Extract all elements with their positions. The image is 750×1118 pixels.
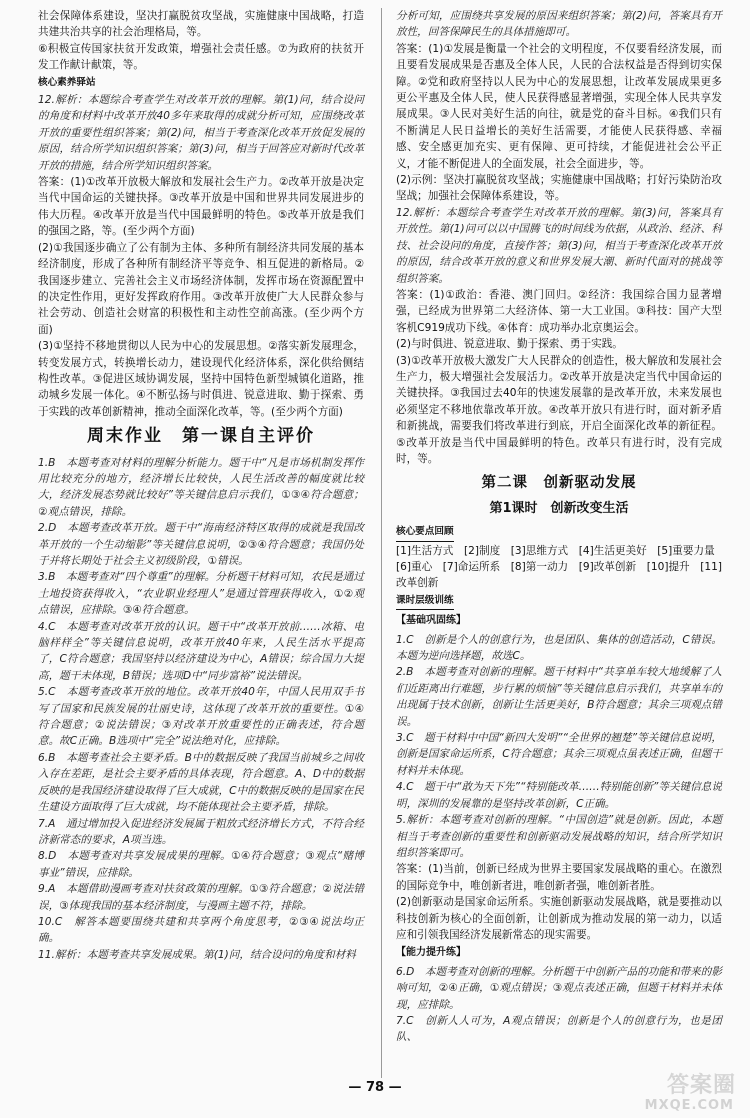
subsection-label: 核心素养驿站 — [38, 76, 96, 88]
answer-paragraph: 答案：(1)①政治：香港、澳门回归。②经济：我国综合国力显著增强，已经成为世界第二大经济体、第一大工业国。③科技：国产大型客机C919成功下线。④体育：成功举办北京奥运会。 — [396, 288, 722, 334]
answer-paragraph: 5.C 本题考查改革开放的地位。改革开放40年，中国人民用双手书写了国家和民族发展的壮丽史诗，这体现了改革开放的重要性。①④符合题意；②说法错误；③对改革开放重要性的正确表述，符合题意。故C正确。B选项中“完全”说法绝对化，应排除。 — [38, 686, 364, 748]
answer-paragraph: 7.C 创新人人可为，A观点错误；创新是个人的创意行为，也是团队、 — [396, 1014, 722, 1044]
watermark-logo — [628, 1073, 738, 1114]
answer-paragraph: ⑥积极宣传国家扶贫开发政策，增强社会责任感。⑦为政府的扶贫开发工作献计献策，等。 — [38, 42, 364, 72]
subsection-label: 课时层级训练 — [396, 593, 454, 610]
answer-paragraph: 8.D 本题考查对共享发展成果的理解。①④符合题意；③观点“赌博事业”错误，应排除。 — [38, 850, 364, 879]
answer-paragraph: 6.D 本题考查对创新的理解。分析题干中创新产品的功能和带来的影响可知，②④正确，①观点错误；③观点表述正确，但题干材料并未体现，应排除。 — [396, 965, 722, 1011]
answer-paragraph: 社会保障体系建设，坚决打赢脱贫攻坚战，实施健康中国战略，打造共建共治共享的社会治理格局，等。 — [38, 10, 364, 39]
answer-paragraph: 10.C 解答本题要围绕共建和共享两个角度思考，②③④说法均正确。 — [38, 915, 364, 945]
page-number: — 78 — — [348, 1080, 402, 1095]
answer-paragraph: 4.C 题干中“敢为天下先”“特别能改革……特别能创新”等关键信息说明，深圳的发展靠的是坚持改革创新，C正确。 — [396, 781, 722, 810]
section-header: 周末作业 第一课自主评价 — [87, 426, 315, 447]
key-points-list: [1]生活方式 [2]制度 [3]思维方式 [4]生活更美好 [5]重要力量 [6]重心 [7]命运所系 [8]第一动力 [9]改革创新 [10]提升 [11]改革创新 — [396, 544, 726, 590]
answer-paragraph: 答案：(1)①发展是衡量一个社会的文明程度，不仅要看经济发展，而且要看发展成果是否惠及全体人民，人民的合法权益是否得到切实保障。②党和政府坚持以人民为中心的发展思想，让改革发展成果更多更公平惠及全体人民，使人民获得感显著增强，实现全体人民共享发展成果。③人民对美好生活的向往，就是党的奋斗目标。④我们只有不断满足人民日益增长的美好生活需要，才能使人民获得感、幸福感、安全感更加充实、更有保障、更可持续，才能促进社会公平正义，才能不断促进人的全面发展，社会全面进步，等。 — [396, 42, 722, 170]
lesson-heading: 第二课 创新驱动发展 — [481, 475, 637, 492]
answer-paragraph: 6.B 本题考查社会主要矛盾。B中的数据反映了我国当前城乡之间收入存在差距，是社会主要矛盾的具体表现，符合题意。A、D中的数据反映的是我国经济建设取得了巨大成就，C中的数据反映的是国家在民生建设方面取得了巨大成就，均不能体现社会主要矛盾，排除。 — [38, 751, 364, 814]
column-divider — [381, 8, 382, 1078]
answer-paragraph: 7.A 通过增加投入促进经济发展属于粗放式经济增长方式，不符合经济新常态的要求，A项当选。 — [38, 817, 364, 846]
answer-paragraph: (2)①我国逐步确立了公有制为主体、多种所有制经济共同发展的基本经济制度，形成了各种所有制经济平等竞争、相互促进的新格局。②我国逐步建立、完善社会主义市场经济体制，发挥市场在资源配置中的决定性作用，更好发挥政府作用。③改革开放使广大人民群众参与社会劳动、创造社会财富的积极性和主动性空前高涨。(至少两个方面) — [38, 241, 364, 336]
answer-paragraph: 分析可知，应围绕共享发展的原因来组织答案；第(2)问，答案具有开放性，回答保障民生的具体措施即可。 — [396, 10, 722, 39]
answer-paragraph: (2)与时俱进、锐意进取、勤于探索、勇于实践。 — [396, 338, 623, 351]
answer-paragraph: 1.B 本题考查对材料的理解分析能力。题干中“凡是市场机制发挥作用比较充分的地方，经济增长比较快，人民生活改善的幅度就比较大，经济发展态势就比较好”等关键信息启示我们，①③④符合题意；②观点错误，排除。 — [38, 456, 364, 518]
answer-paragraph: 9.A 本题借助漫画考查对扶贫政策的理解。①③符合题意；②说法错误，③体现我国的基本经济制度，与漫画主题不符，排除。 — [38, 883, 364, 912]
answer-paragraph: 2.D 本题考查改革开放。题干中“海南经济特区取得的成就是我国改革开放的一个生动缩影”等关键信息说明，②③④符合题意；我国仍处于并将长期处于社会主义初级阶段，①错误。 — [38, 522, 364, 567]
answer-paragraph: 12.解析：本题综合考查学生对改革开放的理解。第(3)问，答案具有开放性。第(1)问可以以中国腾飞的时间线为依据，从政治、经济、科技、社会设问的角度，直接作答；第(3)问，相当于考查深化改革开放的原因，结合改革开放的意义和世界发展大潮、新时代面对的挑战等组织答案。 — [396, 206, 722, 285]
answer-paragraph: 3.C 题干材料中中国“新四大发明”“全世界的翘楚”等关键信息说明，创新是国家命运所系，C符合题意；其余三项观点虽表述正确，但题干材料并未体现。 — [396, 732, 722, 777]
watermark-text: 答案圈 — [666, 1073, 736, 1098]
answer-paragraph: 3.B 本题考查对“四个尊重”的理解。分析题干材料可知，农民是通过土地投资获得收入，“农业职业经理人”是通过管理获得收入，①②观点错误，应排除。③④符合题意。 — [38, 571, 364, 617]
subsection-label: 核心要点回顾 — [396, 524, 454, 541]
exercise-level-label: 【能力提升练】 — [396, 947, 466, 959]
watermark-url: MXQE.COM — [644, 1097, 734, 1113]
exercise-level-label: 【基础巩固练】 — [396, 615, 466, 627]
answer-paragraph: 2.B 本题考查对创新的理解。题干材料中“共享单车较大地缓解了人们近距离出行难题，步行累的烦恼”等关键信息启示我们，共享单车的出现属于技术创新，创新让生活更美好，B符合题意；其余三项观点错误。 — [396, 666, 722, 728]
answer-paragraph: (2)创新驱动是国家命运所系。实施创新驱动发展战略，就是要推动以科技创新为核心的全面创新，让创新成为推动发展的第一动力，以适应和引领我国经济发展新常态的现实需要。 — [396, 896, 722, 941]
answer-paragraph: (3)①坚持不移地贯彻以人民为中心的发展思想。②落实新发展理念，转变发展方式，转换增长动力，建设现代化经济体系，深化供给侧结构性改革。③促进区域协调发展，坚持中国特色新型城镇化道路，推动城乡发展一体化。④不断弘扬与时俱进、锐意进取、勤于探索、勇于实践的改革创新精神，推动全面深化改革，等。(至少两个方面) — [38, 340, 364, 418]
left-column — [38, 8, 364, 963]
answer-paragraph: 1.C 创新是个人的创意行为，也是团队、集体的创造活动，C错误。本题为逆向选择题，故选C。 — [396, 633, 722, 663]
answer-paragraph: 5.解析：本题考查对创新的理解。“中国创造”就是创新。因此，本题相当于考查创新的重要性和创新驱动发展战略的知识，结合所学知识组织答案即可。 — [396, 814, 722, 859]
answer-paragraph: 答案：(1)①改革开放极大解放和发展社会生产力。②改革开放是决定当代中国命运的关键抉择。③改革开放是中国和世界共同发展进步的伟大历程。④改革开放是当代中国最鲜明的特色。⑤改革开放是我们的强国之路，等。(至少两个方面) — [38, 176, 364, 238]
answer-paragraph: 答案：(1)当前，创新已经成为世界主要国家发展战略的重心。在激烈的国际竞争中，唯创新者进，唯创新者强，唯创新者胜。 — [396, 863, 722, 892]
period-heading: 第1课时 创新改变生活 — [489, 500, 629, 516]
right-column — [396, 8, 726, 1046]
answer-paragraph: (3)①改革开放极大激发广大人民群众的创造性，极大解放和发展社会生产力，极大增强社会发展活力。②改革开放是决定当代中国命运的关键抉择。③我国过去40年的快速发展靠的是改革开放，未来发展也必须坚定不移地依靠改革开放。④改革开放只有进行时，面对新矛盾和新挑战，需要我们将改革进行到底，开启全面深化改革的新征程。⑤改革开放是当代中国最鲜明的特色。改革只有进行时，没有完成时，等。 — [396, 354, 722, 465]
answer-paragraph: 4.C 本题考查对改革开放的认识。题干中“改革开放前……冰箱、电脑样样全”等关键信息说明，改革开放40年来，人民生活水平提高了，C符合题意；我国坚持以经济建设为中心，A错误；综合国力大提高，题干未体现，B错误；选项D中“同步富裕”说法错误。 — [38, 620, 364, 682]
answer-paragraph: (2)示例：坚决打赢脱贫攻坚战；实施健康中国战略；打好污染防治攻坚战；加强社会保障体系建设，等。 — [396, 174, 722, 203]
answer-paragraph: 11.解析：本题考查共享发展成果。第(1)问，结合设问的角度和材料 — [38, 948, 356, 961]
answer-paragraph: 12.解析：本题综合考查学生对改革开放的理解。第(1)问，结合设问的角度和材料中改革开放40多年来取得的成就分析可知，应围绕改革开放的重要性组织答案；第(2)问，相当于考查深化改革开放促发展的原因，结合所学知识组织答案；第(3)问，相当于回答应对新时代改革开放的措施，结合所学知识组织答案。 — [38, 94, 364, 172]
